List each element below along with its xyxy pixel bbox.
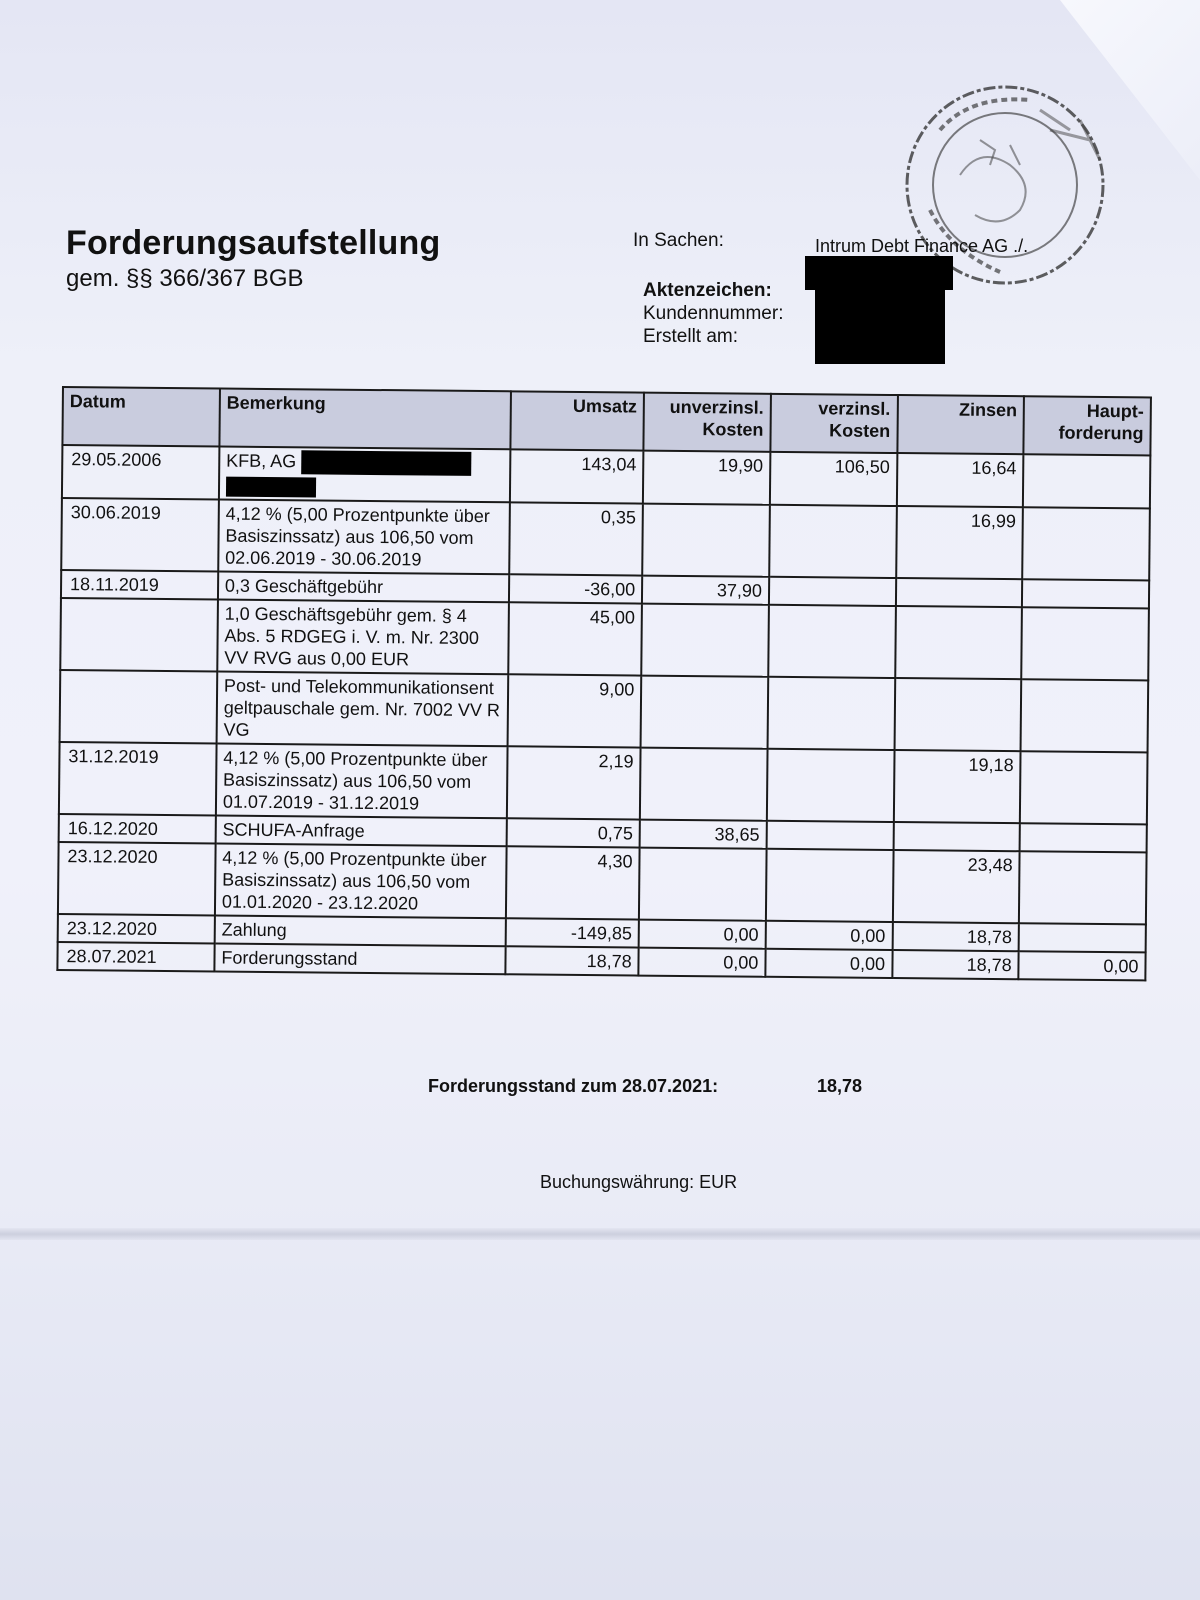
cell-umsatz: 0,75 — [507, 818, 640, 847]
cell-umsatz: 2,19 — [507, 746, 640, 819]
erstellt-label: Erstellt am: — [643, 326, 739, 347]
cell-umsatz: -149,85 — [506, 918, 639, 947]
paper-fold — [0, 1228, 1200, 1240]
cell-zinsen: 18,78 — [892, 921, 1019, 950]
cell-haupt — [1021, 679, 1148, 752]
cell-datum: 31.12.2019 — [59, 741, 217, 815]
cell-unverzinsl: 38,65 — [640, 819, 767, 848]
cell-zinsen — [893, 822, 1020, 851]
cell-datum: 18.11.2019 — [61, 570, 218, 600]
document-title: Forderungsaufstellung — [66, 224, 441, 262]
aktenzeichen-label: Aktenzeichen: — [643, 280, 772, 301]
cell-umsatz: 18,78 — [506, 946, 639, 975]
cell-umsatz: 0,35 — [510, 502, 643, 575]
cell-haupt — [1022, 507, 1149, 580]
table-row — [59, 741, 1148, 823]
col-header-umsatz: Umsatz — [511, 391, 644, 450]
cell-verzinsl — [769, 504, 896, 577]
redaction-bar — [226, 476, 316, 497]
cell-datum: 30.06.2019 — [61, 498, 219, 572]
cell-verzinsl — [767, 676, 894, 749]
redaction-bar — [815, 288, 945, 364]
cell-zinsen — [895, 606, 1022, 679]
cell-datum: 23.12.2020 — [58, 841, 216, 915]
cell-umsatz: 45,00 — [509, 602, 642, 675]
redaction-bar — [301, 451, 471, 477]
cell-bemerkung: 0,3 Geschäftgebühr — [218, 571, 510, 602]
cell-unverzinsl: 37,90 — [642, 575, 769, 604]
cell-verzinsl: 0,00 — [765, 948, 892, 977]
redaction-bar — [805, 256, 953, 290]
table-row — [60, 597, 1149, 679]
cell-bemerkung-text: KFB, AG — [226, 450, 297, 472]
col-header-zinsen: Zinsen — [897, 395, 1024, 454]
table-header-row — [62, 387, 1151, 455]
cell-datum — [60, 597, 218, 671]
col-header-hauptforderung: Haupt-forderung — [1024, 396, 1151, 455]
cell-unverzinsl — [639, 847, 766, 920]
cell-umsatz: 9,00 — [508, 674, 641, 747]
cell-unverzinsl — [641, 603, 768, 676]
cell-haupt — [1020, 823, 1147, 852]
balance-label: Forderungsstand zum 28.07.2021: — [428, 1076, 719, 1096]
cell-bemerkung — [219, 447, 511, 502]
cell-bemerkung: Zahlung — [215, 915, 507, 946]
cell-unverzinsl — [641, 675, 768, 748]
col-header-unverzinsl: unverzinsl. Kosten — [644, 393, 771, 452]
cell-zinsen — [894, 678, 1021, 751]
cell-zinsen — [895, 578, 1022, 607]
cell-bemerkung: SCHUFA-Anfrage — [215, 815, 507, 846]
cell-umsatz: 4,30 — [506, 846, 639, 919]
table-row — [58, 841, 1147, 923]
cell-verzinsl: 106,50 — [770, 452, 897, 506]
cell-datum: 29.05.2006 — [62, 445, 219, 499]
cell-verzinsl — [766, 820, 893, 849]
kundennummer-label: Kundennummer: — [643, 303, 784, 324]
claims-table — [56, 386, 1152, 981]
cell-zinsen: 16,99 — [896, 506, 1023, 579]
cell-datum: 16.12.2020 — [59, 813, 216, 843]
currency-line: Buchungswährung: EUR — [540, 1172, 738, 1192]
cell-bemerkung: Post- und Telekommunikationsentgeltpauschale gem. Nr. 7002 VV RVG — [216, 671, 508, 746]
cell-haupt — [1020, 751, 1147, 824]
col-header-verzinsl: verzinsl. Kosten — [770, 394, 897, 453]
in-sachen-label: In Sachen: — [633, 230, 724, 251]
cell-verzinsl: 0,00 — [765, 920, 892, 949]
cell-bemerkung: 4,12 % (5,00 Prozentpunkte über Basiszinssatz) aus 106,50 vom 01.01.2020 - 23.12.2020 — [215, 843, 507, 918]
cell-verzinsl — [769, 576, 896, 605]
cell-verzinsl — [766, 848, 893, 921]
cell-unverzinsl: 0,00 — [639, 919, 766, 948]
cell-haupt — [1021, 607, 1148, 680]
cell-verzinsl — [768, 604, 895, 677]
cell-umsatz: -36,00 — [509, 574, 642, 603]
cell-unverzinsl: 0,00 — [639, 947, 766, 976]
col-header-bemerkung: Bemerkung — [219, 389, 511, 450]
in-sachen-value: Intrum Debt Finance AG ./. — [815, 236, 1029, 256]
balance-value: 18,78 — [817, 1076, 863, 1096]
cell-unverzinsl — [640, 747, 767, 820]
cell-bemerkung: Forderungsstand — [214, 943, 506, 974]
cell-umsatz: 143,04 — [510, 449, 643, 503]
cell-haupt: 0,00 — [1019, 951, 1146, 980]
col-header-datum: Datum — [62, 387, 219, 447]
paper-clip-marks — [1030, 90, 1110, 200]
cell-haupt — [1023, 454, 1150, 508]
cell-zinsen: 19,18 — [893, 750, 1020, 823]
cell-zinsen: 18,78 — [892, 949, 1019, 978]
document-subtitle: gem. §§ 366/367 BGB — [66, 265, 304, 292]
cell-bemerkung: 1,0 Geschäftsgebühr gem. § 4 Abs. 5 RDGEG i. V. m. Nr. 2300 VV RVG aus 0,00 EUR — [217, 599, 509, 674]
cell-bemerkung: 4,12 % (5,00 Prozentpunkte über Basiszinssatz) aus 106,50 vom 02.06.2019 - 30.06.2019 — [218, 499, 510, 574]
cell-unverzinsl: 19,90 — [643, 451, 770, 505]
cell-haupt — [1019, 851, 1146, 924]
table-row — [60, 669, 1149, 751]
cell-haupt — [1019, 923, 1146, 952]
cell-bemerkung: 4,12 % (5,00 Prozentpunkte über Basiszinssatz) aus 106,50 vom 01.07.2019 - 31.12.2019 — [216, 743, 508, 818]
cell-datum: 23.12.2020 — [58, 913, 215, 943]
cell-unverzinsl — [642, 503, 769, 576]
cell-zinsen: 23,48 — [892, 849, 1019, 922]
table-row — [61, 498, 1150, 580]
cell-verzinsl — [767, 748, 894, 821]
cell-haupt — [1022, 579, 1149, 608]
cell-datum: 28.07.2021 — [57, 941, 214, 971]
cell-zinsen: 16,64 — [896, 453, 1023, 507]
cell-datum — [60, 669, 218, 743]
